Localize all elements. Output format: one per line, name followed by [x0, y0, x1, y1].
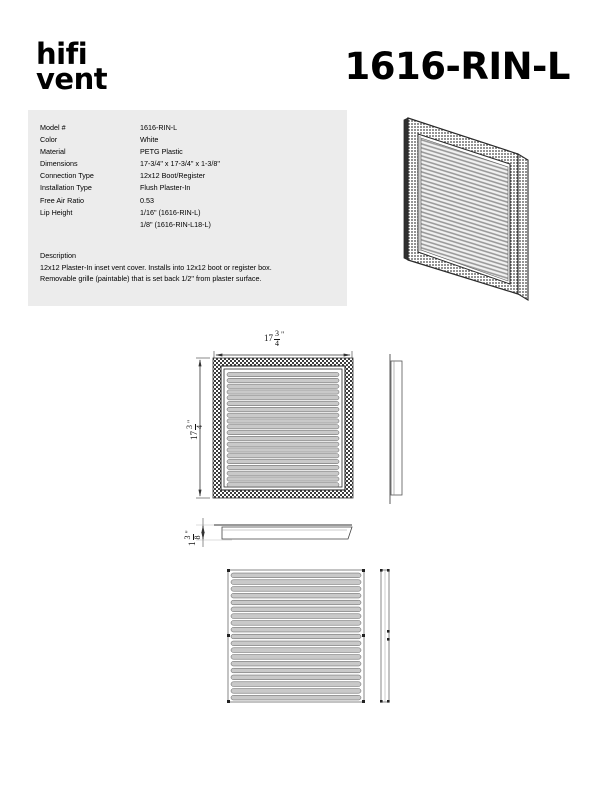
- front-elevation-view: [213, 358, 353, 498]
- height-dimension-whole: 17: [189, 431, 200, 440]
- table-row: [40, 195, 330, 207]
- spec-label: Free Air Ratio: [40, 195, 84, 205]
- table-row: [40, 146, 330, 158]
- width-dimension-label: [264, 330, 284, 348]
- table-row: [40, 122, 330, 134]
- table-row: [40, 170, 330, 182]
- spec-value: 0.53: [140, 195, 154, 205]
- spec-value: 1/16" (1616-RIN-L): [140, 207, 201, 217]
- spec-label: Connection Type: [40, 171, 94, 181]
- height-dimension-denominator: 4: [194, 425, 204, 429]
- brand-logo: [36, 37, 108, 96]
- spec-value: Flush Plaster-In: [140, 183, 191, 193]
- iso-edge-band: [518, 154, 528, 300]
- description-line-2: Removable grille (paintable) that is set back 1/2" from plaster surface.: [40, 274, 262, 284]
- width-dimension-denominator: 4: [275, 338, 279, 348]
- technical-drawing-area: [0, 318, 612, 738]
- brand-logo-line-2: vent: [36, 62, 108, 96]
- specification-table-body: [40, 122, 330, 231]
- description-block: [40, 250, 340, 285]
- spec-value: 17-3/4" x 17-3/4" x 1-3/8": [140, 159, 220, 169]
- spec-label: Lip Height: [40, 207, 73, 217]
- spec-value: White: [140, 135, 159, 145]
- iso-left-edge: [404, 118, 408, 260]
- top-section-profile-view: [214, 525, 352, 539]
- spec-value: 1/8" (1616-RIN-L18-L): [140, 219, 211, 229]
- description-heading: Description: [40, 251, 76, 260]
- product-info-panel: [28, 110, 347, 306]
- spec-label: Material: [40, 147, 66, 157]
- height-dimension-fraction: [186, 424, 204, 430]
- isometric-svg: [390, 108, 570, 308]
- brand-logo-line-1: hifi: [36, 37, 88, 71]
- thickness-dimension-denominator: 8: [192, 535, 202, 540]
- table-row: [40, 134, 330, 146]
- spec-label: Model #: [40, 123, 66, 132]
- specification-table: [40, 122, 330, 231]
- spec-label: Color: [40, 135, 58, 145]
- table-row: [40, 207, 330, 219]
- spec-label: Installation Type: [40, 183, 92, 193]
- thickness-dimension-unit: ": [184, 530, 194, 534]
- description-line-1: 12x12 Plaster-In inset vent cover. Installs into 12x12 boot or register box.: [40, 262, 272, 272]
- spec-label: Dimensions: [40, 159, 78, 169]
- width-dimension-numerator: 3: [275, 329, 279, 338]
- spec-value: PETG Plastic: [140, 147, 183, 157]
- spec-label: [40, 219, 140, 231]
- table-row: [40, 182, 330, 194]
- height-dimension-unit: ": [186, 419, 196, 423]
- grille-side-profile-view: [380, 569, 390, 703]
- width-dimension-whole: 17: [264, 333, 273, 344]
- thickness-dimension-label: [184, 530, 202, 546]
- page-title: 1616-RIN-L: [344, 45, 570, 88]
- technical-drawing-svg: [0, 318, 612, 738]
- width-dimension-fraction: [274, 330, 280, 348]
- right-side-profile-view: [390, 354, 402, 504]
- thickness-dimension-numerator: 3: [183, 535, 192, 540]
- height-dimension-label: [186, 420, 204, 440]
- removable-grille-view: [227, 569, 365, 703]
- width-dimension-unit: ": [281, 330, 285, 340]
- spec-value: 1616-RIN-L: [140, 123, 178, 132]
- height-dimension-numerator: 3: [185, 425, 194, 429]
- table-row: [40, 219, 330, 231]
- table-row: [40, 158, 330, 170]
- spec-value: 12x12 Boot/Register: [140, 171, 206, 181]
- thickness-dimension-fraction: [184, 535, 202, 541]
- thickness-dimension-whole: 1: [187, 541, 198, 546]
- product-isometric-illustration: [390, 108, 570, 308]
